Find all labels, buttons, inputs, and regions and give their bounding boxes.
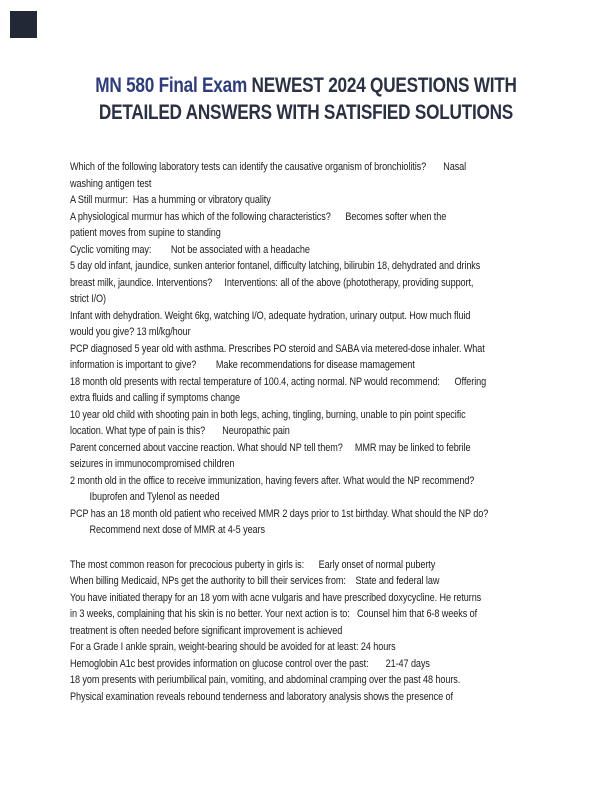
text-line: breast milk, jaundice. Interventions? Interventions: all of the above (phototherapy, providing support, (70, 276, 474, 289)
text-line: A Still murmur: Has a humming or vibratory quality (70, 194, 271, 206)
title-line-1-rest: NEWEST 2024 QUESTIONS WITH (247, 73, 517, 97)
text-line: 18 yom presents with periumbilical pain, vomiting, and abdominal cramping over the past 48 hours. (70, 674, 461, 686)
document-title-line-1 (61, 72, 551, 99)
text-line: When billing Medicaid, NPs get the authority to bill their services from: State and federal law (70, 575, 440, 587)
text-line: information is important to give? Make recommendations for disease mamagement (70, 359, 415, 371)
text-line: PCP diagnosed 5 year old with asthma. Prescribes PO steroid and SABA via metered-dose inhaler. What (70, 342, 485, 355)
text-line: 10 year old child with shooting pain in both legs, aching, tingling, burning, unable to pin point specific (70, 408, 466, 421)
text-line: The most common reason for precocious puberty in girls is: Early onset of normal puberty (70, 558, 436, 571)
text-line: treatment is often needed before significant improvement is achieved (70, 624, 343, 637)
text-line: Hemoglobin A1c best provides information on glucose control over the past: 21-47 days (70, 657, 430, 670)
text-line: Recommend next dose of MMR at 4-5 years (70, 524, 265, 536)
title-course-code: MN 580 Final Exam (95, 73, 247, 97)
text-line: Physical examination reveals rebound tenderness and laboratory analysis shows the presence of (70, 690, 453, 703)
text-line: 5 day old infant, jaundice, sunken anterior fontanel, difficulty latching, bilirubin 18, dehydrated and drinks (70, 260, 481, 272)
text-line: in 3 weeks, complaining that his skin is no better. Your next action is to: Counsel him that 6-8 weeks of (70, 608, 478, 620)
document-title-line-2: DETAILED ANSWERS WITH SATISFIED SOLUTIONS (98, 100, 514, 124)
text-line: PCP has an 18 month old patient who received MMR 2 days prior to 1st birthday. What should the NP do? (70, 507, 489, 520)
text-line: strict I/O) (70, 293, 107, 305)
document-title (0, 72, 612, 126)
text-line: Ibuprofen and Tylenol as needed (70, 491, 220, 503)
text-line: Parent concerned about vaccine reaction. What should NP tell them? MMR may be linked to febrile (70, 441, 471, 454)
text-line: For a Grade I ankle sprain, weight-bearing should be avoided for at least: 24 hours (70, 641, 396, 653)
text-line: would you give? 13 ml/kg/hour (70, 326, 191, 338)
document-body (70, 159, 534, 705)
qa-block-2 (70, 557, 534, 706)
text-line: Which of the following laboratory tests can identify the causative organism of bronchiolitis? Nasal (70, 161, 467, 173)
text-line: Cyclic vomiting may: Not be associated with a headache (70, 243, 310, 256)
text-line: You have initiated therapy for an 18 yom with acne vulgaris and have prescribed doxycycline. He returns (70, 591, 482, 604)
text-line: patient moves from supine to standing (70, 227, 221, 239)
text-line: washing antigen test (70, 177, 152, 190)
text-line: 18 month old presents with rectal temperature of 100.4, acting normal. NP would recommend: Offering (70, 375, 487, 388)
text-line: location. What type of pain is this? Neuropathic pain (70, 425, 290, 437)
text-line: seizures in immunocompromised children (70, 458, 235, 470)
corner-marker (10, 11, 37, 38)
text-line: A physiological murmur has which of the following characteristics? Becomes softer when the (70, 210, 447, 223)
text-line: extra fluids and calling if symptoms change (70, 392, 240, 404)
text-line: Infant with dehydration. Weight 6kg, watching I/O, adequate hydration, urinary output. How much fluid (70, 309, 471, 322)
qa-block-1 (70, 159, 534, 539)
text-line: 2 month old in the office to receive immunization, having fevers after. What would the NP recommend? (70, 474, 475, 487)
